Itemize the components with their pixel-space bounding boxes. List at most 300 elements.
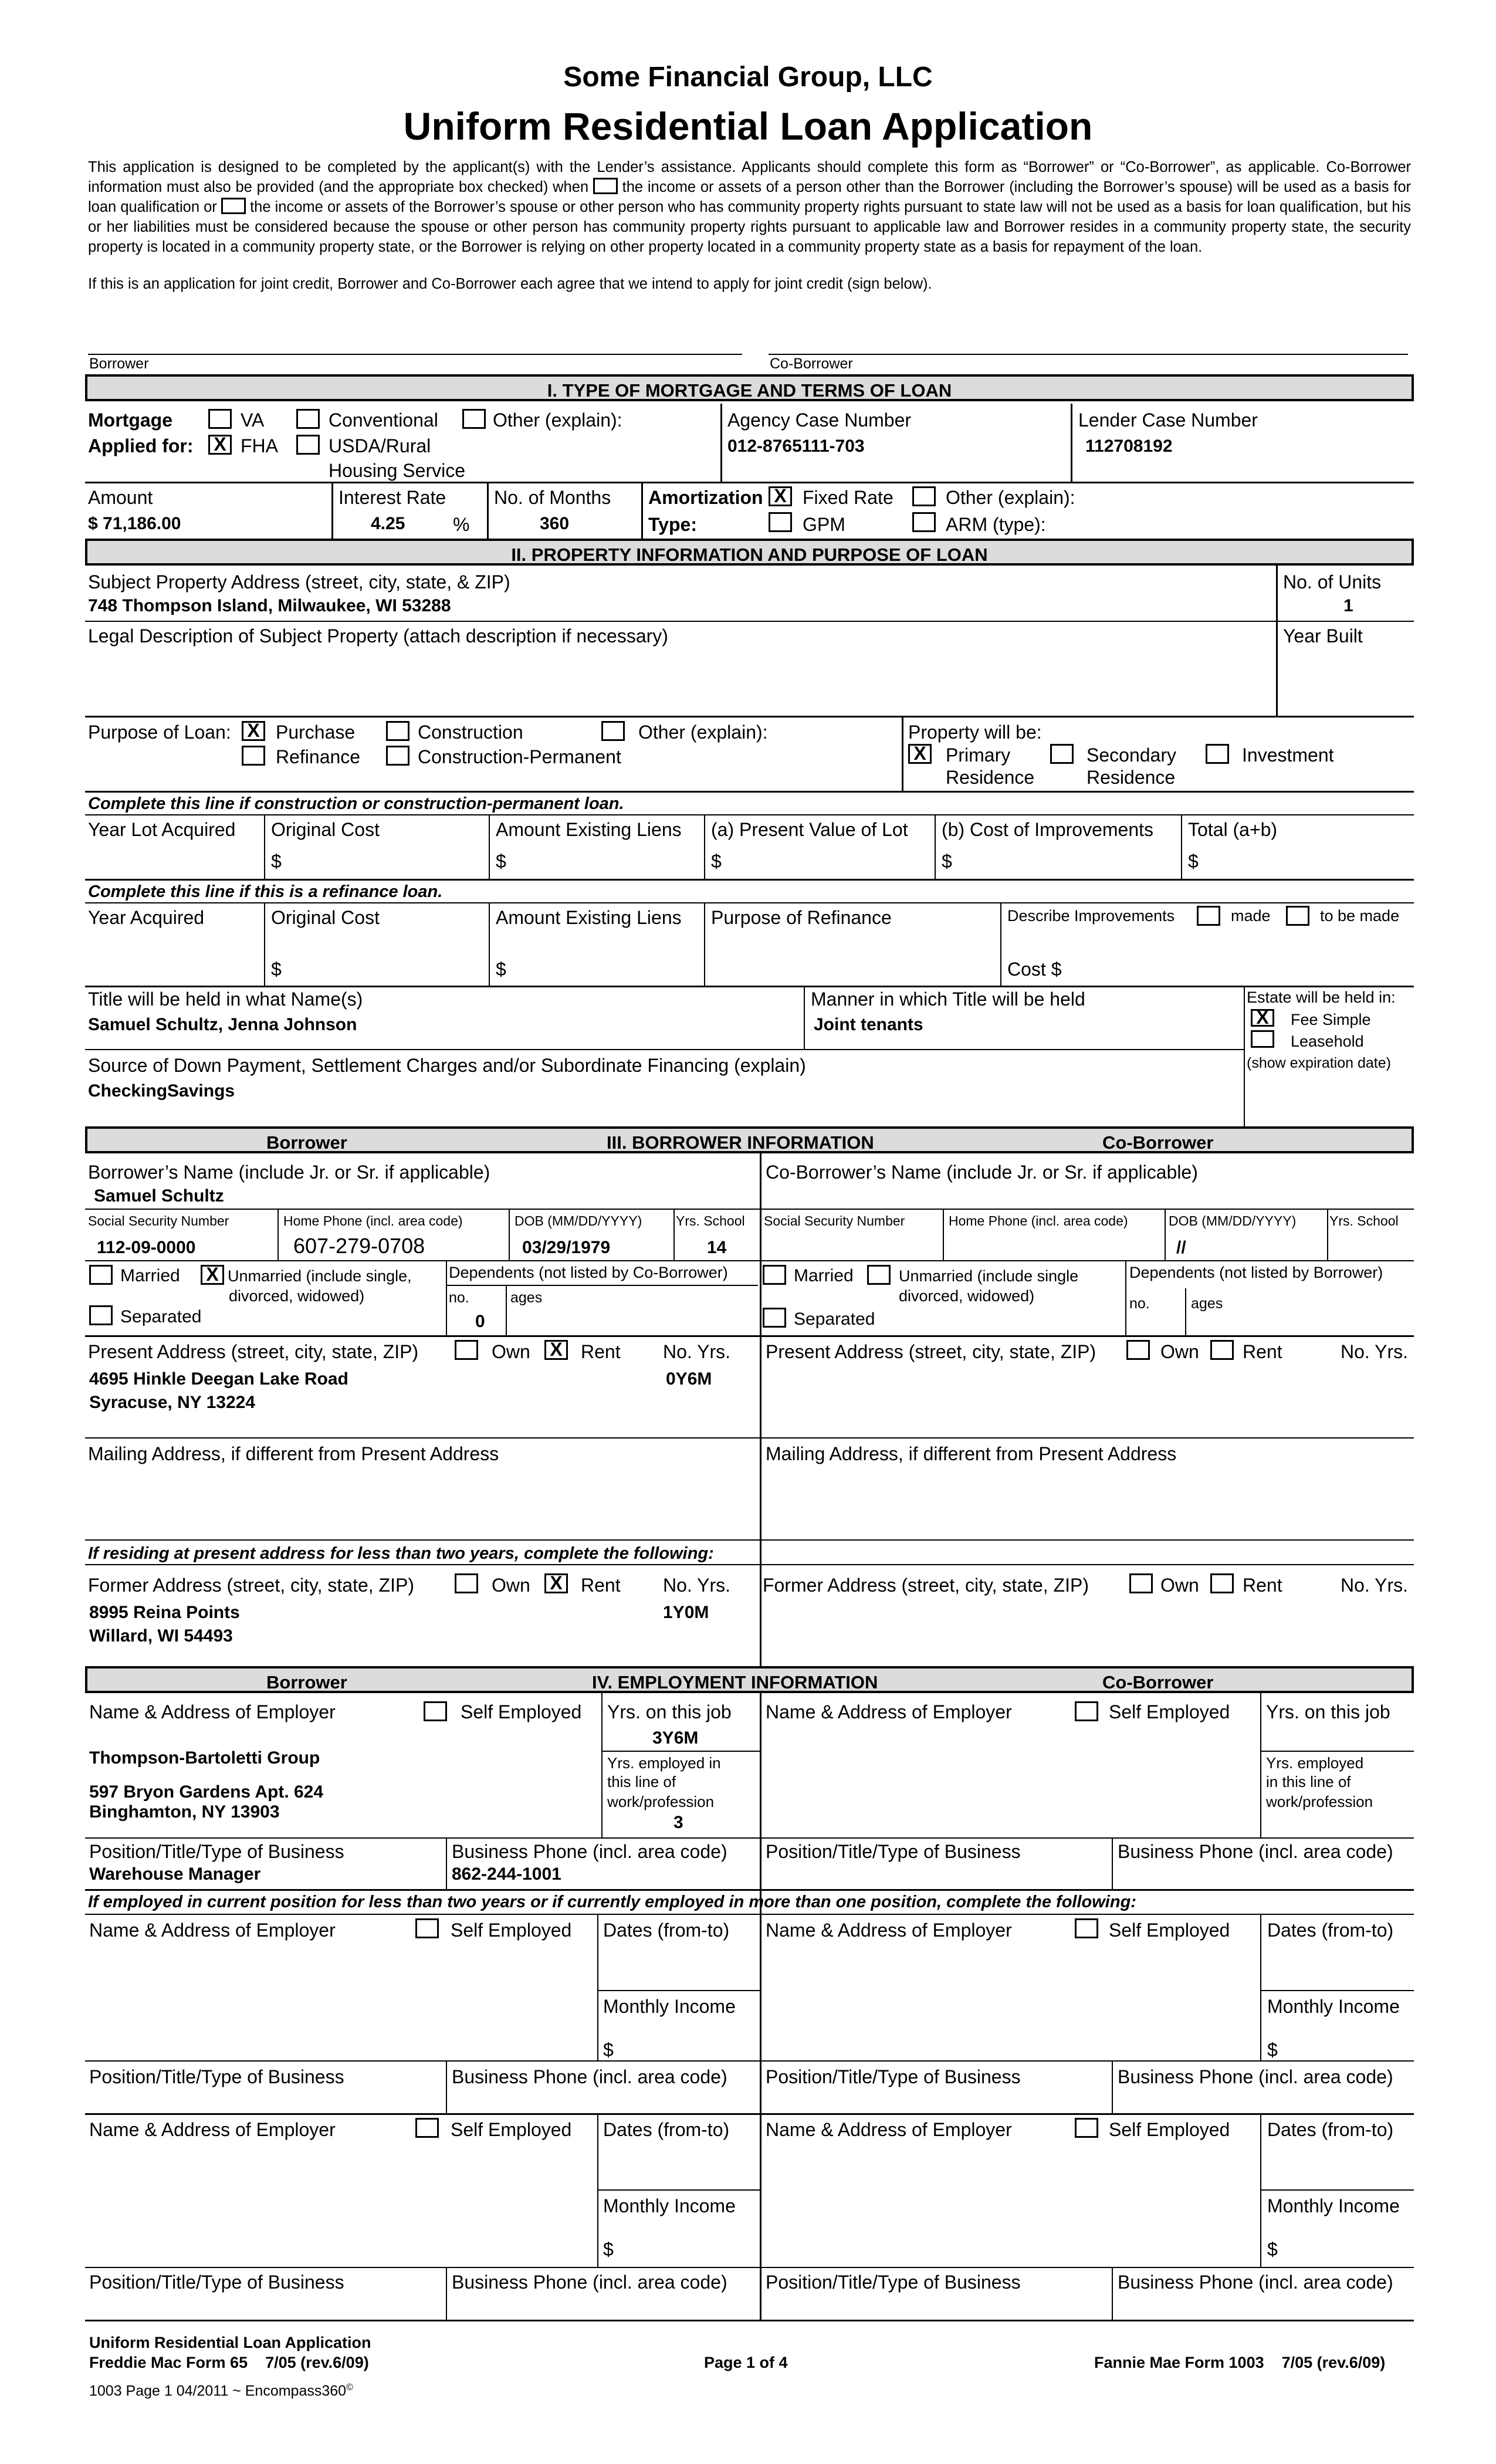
divider: [1165, 1209, 1166, 1260]
months-label: No. of Months: [494, 487, 611, 508]
co-prior-employer-1-income-label: Monthly Income: [1267, 1996, 1400, 2017]
co-prior-employer-1-self-checkbox[interactable]: [1075, 1918, 1098, 1938]
footer-software-text: 1003 Page 1 04/2011 ~ Encompass360: [89, 2382, 347, 2399]
refi-original-cost-dollar: $: [271, 959, 282, 980]
divider: [720, 404, 722, 482]
borrower-former-address-label: Former Address (street, city, state, ZIP): [88, 1575, 414, 1596]
borrower-former-own-label: Own: [492, 1575, 530, 1596]
primary-residence-label: Primary: [946, 744, 1011, 766]
borrower-business-phone[interactable]: 862-244-1001: [452, 1864, 561, 1884]
borrower-position-label: Position/Title/Type of Business: [89, 1841, 344, 1862]
coborrower-unmarried-checkbox[interactable]: [867, 1265, 891, 1285]
prior-employer-2-label: Name & Address of Employer: [89, 2119, 336, 2140]
divider: [85, 621, 1414, 622]
purchase-label: Purchase: [276, 722, 356, 743]
coborrower-self-employed-checkbox[interactable]: [1075, 1701, 1098, 1721]
borrower-self-employed-label: Self Employed: [461, 1701, 582, 1722]
borrower-address-line2[interactable]: Syracuse, NY 13224: [89, 1393, 255, 1412]
secondary-residence-label-2: Residence: [1087, 767, 1176, 788]
co-prior-employer-2-self-checkbox[interactable]: [1075, 2118, 1098, 2138]
prior-employer-1-self-label: Self Employed: [451, 1920, 572, 1941]
coborrower-signature-label: Co-Borrower: [770, 356, 853, 372]
coborrower-position-label: Position/Title/Type of Business: [766, 1841, 1021, 1862]
co-prior-employer-2-dates-label: Dates (from-to): [1267, 2119, 1394, 2140]
footer-freddie-mac: Freddie Mac Form 65 7/05 (rev.6/09): [89, 2354, 369, 2371]
coborrower-own-label: Own: [1160, 1341, 1199, 1362]
divider: [85, 1564, 1414, 1565]
divider: [85, 1335, 1414, 1337]
divider: [85, 1889, 1414, 1891]
divider: [277, 1209, 279, 1260]
source-down-payment-label: Source of Down Payment, Settlement Charges and/or Subordinate Financing (explain): [88, 1055, 806, 1076]
coborrower-own-checkbox[interactable]: [1126, 1340, 1150, 1360]
divider: [601, 1692, 603, 1837]
section-2-header: [85, 539, 1414, 566]
divider: [331, 482, 333, 539]
borrower-present-address-label: Present Address (street, city, state, ZIP): [88, 1341, 419, 1362]
co-prior-employer-2-income-label: Monthly Income: [1267, 2195, 1400, 2216]
coborrower-mailing-address-label: Mailing Address, if different from Present Address: [766, 1443, 1177, 1464]
section-1-header: [85, 374, 1414, 401]
other-purpose-checkbox[interactable]: [601, 721, 625, 741]
conventional-checkbox[interactable]: [296, 409, 320, 429]
divider: [85, 1539, 1414, 1541]
primary-residence-label-2: Residence: [946, 767, 1035, 788]
original-cost-label: Original Cost: [271, 819, 380, 840]
borrower-unmarried-checkbox[interactable]: X: [201, 1265, 224, 1285]
former-address-line2[interactable]: Willard, WI 54493: [89, 1626, 233, 1646]
divider: [902, 716, 903, 791]
form-title: Uniform Residential Loan Application: [403, 104, 1093, 148]
units-label: No. of Units: [1283, 571, 1382, 593]
divider: [85, 2267, 1414, 2268]
leasehold-checkbox[interactable]: [1251, 1030, 1274, 1048]
describe-improvements-label: Describe Improvements: [1007, 907, 1175, 925]
divider: [85, 879, 1414, 881]
borrower-dep-no-label: no.: [449, 1289, 469, 1306]
mortgage-label: Mortgage: [88, 409, 172, 431]
other-mortgage-checkbox[interactable]: [462, 409, 486, 429]
co-prior-employer-1-position-label: Position/Title/Type of Business: [766, 2066, 1021, 2087]
divider: [1260, 1990, 1414, 1991]
amount-liens-label: Amount Existing Liens: [496, 819, 682, 840]
refi-amount-liens-dollar: $: [496, 959, 506, 980]
divider: [1260, 1692, 1261, 1837]
va-label: VA: [241, 409, 265, 431]
refi-amount-liens-label: Amount Existing Liens: [496, 907, 682, 928]
coborrower-dependents-label: Dependents (not listed by Borrower): [1129, 1264, 1383, 1281]
divider: [1125, 1260, 1126, 1335]
borrower-self-employed-checkbox[interactable]: [424, 1701, 447, 1721]
borrower-own-checkbox[interactable]: [455, 1340, 478, 1360]
section-3-center-divider: [760, 1152, 761, 1666]
borrower-signature-line[interactable]: [88, 354, 742, 355]
divider: [1071, 404, 1072, 482]
total-dollar: $: [1188, 851, 1199, 872]
usda-label-2: Housing Service: [329, 460, 465, 481]
title-names[interactable]: Samuel Schultz, Jenna Johnson: [88, 1015, 357, 1034]
source-down-payment[interactable]: CheckingSavings: [88, 1081, 235, 1101]
coborrower-income-checkbox[interactable]: [593, 178, 618, 194]
original-cost-dollar: $: [271, 851, 282, 872]
agency-case-number[interactable]: 012-8765111-703: [727, 436, 865, 456]
borrower-rent-label: Rent: [581, 1341, 621, 1362]
refinance-checkbox[interactable]: [242, 746, 265, 766]
divider: [85, 2113, 1414, 2115]
amortization-type-label: Type:: [648, 514, 697, 535]
present-value-lot-label: (a) Present Value of Lot: [711, 819, 908, 840]
divider: [85, 1437, 1414, 1439]
divider: [1260, 2189, 1414, 2191]
coborrower-separated-checkbox[interactable]: [763, 1308, 786, 1328]
divider: [85, 791, 1414, 793]
secondary-residence-checkbox[interactable]: [1050, 744, 1074, 764]
prior-employer-1-self-checkbox[interactable]: [415, 1918, 439, 1938]
co-prior-employer-2-phone-label: Business Phone (incl. area code): [1118, 2272, 1393, 2293]
borrower-mailing-address-label: Mailing Address, if different from Present Address: [88, 1443, 499, 1464]
prior-employer-2-phone-label: Business Phone (incl. area code): [452, 2272, 727, 2293]
prior-employer-2-self-checkbox[interactable]: [415, 2118, 439, 2138]
divider: [509, 1209, 510, 1260]
other-purpose-label: Other (explain):: [638, 722, 768, 743]
borrower-school-years[interactable]: 14: [707, 1238, 727, 1257]
year-acquired-label: Year Acquired: [88, 907, 205, 928]
applied-for-label: Applied for:: [88, 435, 194, 456]
divider: [446, 1837, 447, 1889]
divider: [487, 482, 489, 539]
borrower-phone-label: Home Phone (incl. area code): [283, 1213, 463, 1228]
interest-rate[interactable]: 4.25: [371, 514, 405, 533]
borrower-dependents-count[interactable]: 0: [475, 1312, 485, 1331]
borrower-married-label: Married: [120, 1266, 180, 1285]
borrower-yrs-job-label: Yrs. on this job: [607, 1701, 732, 1722]
borrower-position[interactable]: Warehouse Manager: [89, 1864, 261, 1884]
intro-paragraph: [88, 157, 1411, 257]
section-4-header: [85, 1666, 1414, 1693]
borrower-separated-checkbox[interactable]: [89, 1305, 113, 1325]
coborrower-dep-no-label: no.: [1129, 1295, 1150, 1312]
subject-address[interactable]: 748 Thompson Island, Milwaukee, WI 53288: [88, 596, 451, 615]
cost-improvements-dollar: $: [942, 851, 952, 872]
fee-simple-label: Fee Simple: [1291, 1011, 1371, 1028]
divider: [1112, 1837, 1113, 1889]
co-prior-employer-2-position-label: Position/Title/Type of Business: [766, 2272, 1021, 2293]
borrower-phone[interactable]: 607-279-0708: [293, 1234, 425, 1258]
refinance-label: Refinance: [276, 746, 361, 767]
section-4-center-divider: [760, 1692, 761, 2320]
section-3-coborrower-title: Co-Borrower: [1102, 1132, 1214, 1153]
divider: [85, 814, 1414, 815]
prior-employer-2-dates-label: Dates (from-to): [603, 2119, 730, 2140]
borrower-business-phone-label: Business Phone (incl. area code): [452, 1841, 727, 1862]
divider: [489, 902, 490, 986]
former-address-line1[interactable]: 8995 Reina Points: [89, 1603, 240, 1622]
section-4-borrower-title: Borrower: [266, 1672, 347, 1693]
co-prior-employer-2-income-dollar: $: [1267, 2239, 1278, 2260]
co-prior-employer-1-phone-label: Business Phone (incl. area code): [1118, 2066, 1393, 2087]
divider: [85, 1837, 1414, 1839]
title-names-label: Title will be held in what Name(s): [88, 989, 363, 1010]
legal-description-label: Legal Description of Subject Property (attach description if necessary): [88, 625, 668, 647]
subject-address-label: Subject Property Address (street, city, state, & ZIP): [88, 571, 510, 593]
amount-label: Amount: [88, 487, 153, 508]
coborrower-former-rent-checkbox[interactable]: [1210, 1573, 1234, 1593]
leasehold-label: Leasehold: [1291, 1033, 1364, 1050]
divider: [597, 1914, 598, 2060]
borrower-employer-label: Name & Address of Employer: [89, 1701, 336, 1722]
prior-employer-2-position-label: Position/Title/Type of Business: [89, 2272, 344, 2293]
divider: [1327, 1209, 1328, 1260]
manner-title-label: Manner in which Title will be held: [811, 989, 1085, 1010]
coborrower-former-address-label: Former Address (street, city, state, ZIP): [763, 1575, 1089, 1596]
divider: [446, 2267, 447, 2320]
gpm-checkbox[interactable]: [769, 512, 792, 532]
coborrower-separated-label: Separated: [794, 1309, 875, 1329]
divider: [446, 1260, 447, 1335]
borrower-unmarried-label: Unmarried (include single,: [228, 1267, 412, 1285]
usda-label: USDA/Rural: [329, 435, 431, 456]
coborrower-former-rent-label: Rent: [1243, 1575, 1282, 1596]
copyright-mark: ©: [346, 2382, 353, 2392]
divider: [85, 2320, 1414, 2321]
co-prior-employer-1-label: Name & Address of Employer: [766, 1920, 1012, 1941]
coborrower-dep-ages-label: ages: [1191, 1295, 1223, 1312]
coborrower-no-yrs-label: No. Yrs.: [1341, 1341, 1408, 1362]
borrower-yrs-line-label-2: this line of: [607, 1773, 676, 1791]
borrower-yrs-job[interactable]: 3Y6M: [652, 1728, 699, 1748]
coborrower-yrs-line-label: Yrs. employed: [1266, 1754, 1364, 1772]
divider: [264, 902, 265, 986]
co-prior-employer-1-self-label: Self Employed: [1109, 1920, 1230, 1941]
manner-title[interactable]: Joint tenants: [814, 1015, 923, 1034]
divider: [804, 986, 805, 1049]
coborrower-signature-line[interactable]: [769, 354, 1408, 355]
footer-fannie-mae: Fannie Mae Form 1003 7/05 (rev.6/09): [1094, 2354, 1386, 2371]
other-amort-label: Other (explain):: [946, 487, 1075, 508]
divider: [85, 716, 1414, 717]
co-prior-employer-2-label: Name & Address of Employer: [766, 2119, 1012, 2140]
divider: [85, 1260, 1414, 1261]
coborrower-former-own-label: Own: [1160, 1575, 1199, 1596]
borrower-ssn[interactable]: 112-09-0000: [97, 1238, 196, 1257]
employed-line-note: If employed in current position for less than two years or if currently employed in more than one position, complete the following:: [88, 1893, 1136, 1911]
borrower-former-rent-checkbox[interactable]: X: [544, 1573, 568, 1593]
section-2-title: II. PROPERTY INFORMATION AND PURPOSE OF LOAN: [511, 544, 988, 565]
prior-employer-2-self-label: Self Employed: [451, 2119, 572, 2140]
joint-credit-text: If this is an application for joint credit, Borrower and Co-Borrower each agree that we intend to apply for joint credit (sign below).: [88, 276, 932, 292]
coborrower-former-own-checkbox[interactable]: [1129, 1573, 1153, 1593]
divider: [1185, 1288, 1186, 1335]
investment-checkbox[interactable]: [1206, 744, 1229, 764]
borrower-no-yrs-label: No. Yrs.: [663, 1341, 730, 1362]
percent-sign: %: [453, 514, 470, 535]
co-prior-employer-1-dates-label: Dates (from-to): [1267, 1920, 1394, 1941]
refinance-line-note: Complete this line if this is a refinance loan.: [88, 882, 443, 901]
borrower-name[interactable]: Samuel Schultz: [94, 1186, 224, 1206]
prior-employer-1-label: Name & Address of Employer: [89, 1920, 336, 1941]
improvements-made-checkbox[interactable]: [1197, 906, 1220, 926]
borrower-dob-label: DOB (MM/DD/YYYY): [515, 1213, 642, 1228]
coborrower-business-phone-label: Business Phone (incl. area code): [1118, 1841, 1393, 1862]
divider: [85, 482, 1414, 483]
conventional-label: Conventional: [329, 409, 438, 431]
divider: [85, 1209, 1414, 1210]
coborrower-yrs-job-label: Yrs. on this job: [1266, 1701, 1390, 1722]
divider: [506, 1285, 507, 1335]
coborrower-yrs-line-label-2: in this line of: [1266, 1773, 1351, 1791]
section-1-title: I. TYPE OF MORTGAGE AND TERMS OF LOAN: [547, 380, 952, 401]
arm-checkbox[interactable]: [912, 512, 936, 532]
borrower-former-no-yrs-label: No. Yrs.: [663, 1575, 730, 1596]
improvements-made-label: made: [1231, 907, 1271, 925]
usda-checkbox[interactable]: [296, 435, 320, 455]
divider: [1112, 2267, 1113, 2320]
coborrower-yrs-line-label-3: work/profession: [1266, 1793, 1373, 1810]
prior-employer-2-income-dollar: $: [603, 2239, 614, 2260]
prior-employer-1-phone-label: Business Phone (incl. area code): [452, 2066, 727, 2087]
divider: [1112, 2060, 1113, 2113]
fha-checkbox[interactable]: X: [208, 435, 232, 455]
gpm-label: GPM: [803, 514, 845, 535]
borrower-yrs-line[interactable]: 3: [673, 1813, 683, 1832]
amount-liens-dollar: $: [496, 851, 506, 872]
construction-permanent-checkbox[interactable]: [386, 746, 409, 766]
borrower-married-checkbox[interactable]: [89, 1265, 113, 1285]
section-4-coborrower-title: Co-Borrower: [1102, 1672, 1214, 1693]
employer-address-line2[interactable]: Binghamton, NY 13903: [89, 1802, 280, 1822]
lender-case-number[interactable]: 112708192: [1085, 436, 1173, 456]
show-expiration-label: (show expiration date): [1247, 1055, 1391, 1071]
coborrower-self-employed-label: Self Employed: [1109, 1701, 1230, 1722]
divider: [597, 2189, 760, 2191]
borrower-signature-label: Borrower: [89, 356, 149, 372]
co-prior-employer-1-income-dollar: $: [1267, 2039, 1278, 2060]
divider: [264, 814, 265, 879]
primary-residence-checkbox[interactable]: X: [908, 744, 932, 764]
employer-address-line1[interactable]: 597 Bryon Gardens Apt. 624: [89, 1782, 324, 1802]
footer-form-name: Uniform Residential Loan Application: [89, 2334, 371, 2351]
amortization-label: Amortization: [648, 487, 763, 508]
borrower-address-years[interactable]: 0Y6M: [666, 1369, 712, 1389]
va-checkbox[interactable]: [208, 409, 232, 429]
estate-label: Estate will be held in:: [1247, 989, 1396, 1006]
coborrower-school-label: Yrs. School: [1329, 1213, 1399, 1228]
coborrower-dob[interactable]: //: [1176, 1238, 1186, 1257]
divider: [1244, 986, 1245, 1126]
section-3-header: [85, 1126, 1414, 1153]
fixed-rate-checkbox[interactable]: X: [769, 486, 792, 506]
coborrower-dob-label: DOB (MM/DD/YYYY): [1169, 1213, 1297, 1228]
arm-label: ARM (type):: [946, 514, 1046, 535]
number-of-units[interactable]: 1: [1343, 596, 1353, 615]
property-will-be-label: Property will be:: [908, 722, 1042, 743]
divider: [1000, 902, 1001, 986]
investment-label: Investment: [1242, 744, 1334, 766]
divider: [1260, 1914, 1261, 2060]
borrower-rent-checkbox[interactable]: X: [544, 1340, 568, 1360]
divider: [673, 1209, 675, 1260]
purchase-checkbox[interactable]: X: [242, 721, 265, 741]
co-prior-employer-2-self-label: Self Employed: [1109, 2119, 1230, 2140]
employer-name[interactable]: Thompson-Bartoletti Group: [89, 1748, 320, 1768]
borrower-own-label: Own: [492, 1341, 530, 1362]
divider: [85, 2060, 1414, 2062]
coborrower-former-no-yrs-label: No. Yrs.: [1341, 1575, 1408, 1596]
spouse-income-checkbox[interactable]: [221, 198, 246, 214]
divider: [935, 814, 936, 879]
borrower-address-line1[interactable]: 4695 Hinkle Deegan Lake Road: [89, 1369, 348, 1389]
coborrower-married-checkbox[interactable]: [763, 1265, 786, 1285]
divider: [943, 1209, 944, 1260]
borrower-former-own-checkbox[interactable]: [455, 1573, 478, 1593]
fee-simple-checkbox[interactable]: X: [1251, 1009, 1274, 1027]
total-label: Total (a+b): [1188, 819, 1278, 840]
interest-rate-label: Interest Rate: [339, 487, 446, 508]
intro-text-3: the income or assets of the Borrower’s spouse or other person who has community property rights pursuant to state law will not be used as a basis for loan qualification, but his or her liabilities must be considered because the spouse or other person has community property rights pursuant to applicable law and Borrower resides in a community property state, the security property is located in a community property state, or the Borrower is relying on other property located in a community property state as a basis for repayment of the loan.: [88, 199, 1411, 255]
divider: [489, 814, 490, 879]
lender-case-label: Lender Case Number: [1078, 409, 1258, 431]
borrower-dependents-label: Dependents (not listed by Co-Borrower): [449, 1264, 728, 1281]
company-name: Some Financial Group, LLC: [563, 62, 933, 93]
divider: [85, 1914, 1414, 1915]
divider: [597, 1990, 760, 1991]
other-amort-checkbox[interactable]: [912, 486, 936, 506]
loan-amount[interactable]: $ 71,186.00: [88, 514, 181, 533]
borrower-separated-label: Separated: [120, 1307, 202, 1326]
fixed-rate-label: Fixed Rate: [803, 487, 893, 508]
coborrower-present-address-label: Present Address (street, city, state, ZIP): [766, 1341, 1096, 1362]
former-address-years[interactable]: 1Y0M: [663, 1603, 709, 1622]
divider: [1260, 1751, 1414, 1752]
intro-text-1: This application is designed to be completed by the applicant(s) with the Lender’s assistance. Applicants should complete this form as “Borrower” or “Co-Borrower”, as applicable. Co-Borrower information must also be provided (and the appropriate box checked) when: [88, 159, 1411, 195]
construction-line-note: Complete this line if construction or construction-permanent loan.: [88, 794, 624, 813]
coborrower-unmarried-label-2: divorced, widowed): [899, 1287, 1035, 1305]
prior-employer-1-income-label: Monthly Income: [603, 1996, 736, 2017]
present-value-lot-dollar: $: [711, 851, 722, 872]
purpose-label: Purpose of Loan:: [88, 722, 231, 743]
coborrower-rent-label: Rent: [1243, 1341, 1282, 1362]
prior-employer-1-dates-label: Dates (from-to): [603, 1920, 730, 1941]
coborrower-rent-checkbox[interactable]: [1210, 1340, 1234, 1360]
other-mortgage-label: Other (explain):: [493, 409, 622, 431]
coborrower-name-label: Co-Borrower’s Name (include Jr. or Sr. if applicable): [766, 1162, 1198, 1183]
divider: [447, 1285, 758, 1286]
borrower-yrs-line-label-3: work/profession: [607, 1793, 715, 1810]
coborrower-unmarried-label: Unmarried (include single: [899, 1267, 1079, 1285]
borrower-ssn-label: Social Security Number: [88, 1213, 229, 1228]
divider: [85, 902, 1414, 903]
year-built-label: Year Built: [1283, 625, 1363, 647]
prior-employer-1-position-label: Position/Title/Type of Business: [89, 2066, 344, 2087]
number-of-months[interactable]: 360: [540, 514, 570, 533]
to-be-made-checkbox[interactable]: [1286, 906, 1309, 926]
coborrower-employer-label: Name & Address of Employer: [766, 1701, 1012, 1722]
divider: [704, 902, 705, 986]
divider: [85, 986, 1414, 987]
agency-case-label: Agency Case Number: [727, 409, 912, 431]
borrower-yrs-line-label: Yrs. employed in: [607, 1754, 721, 1772]
section-3-borrower-title: Borrower: [266, 1132, 347, 1153]
to-be-made-label: to be made: [1320, 907, 1400, 925]
construction-checkbox[interactable]: [386, 721, 409, 741]
section-3-title: III. BORROWER INFORMATION: [607, 1132, 874, 1153]
divider: [1276, 564, 1278, 716]
borrower-dob[interactable]: 03/29/1979: [522, 1238, 611, 1257]
divider: [85, 1049, 1244, 1050]
fha-label: FHA: [241, 435, 278, 456]
improvements-cost: Cost $: [1007, 959, 1062, 980]
residing-line-note: If residing at present address for less than two years, complete the following:: [88, 1544, 714, 1563]
